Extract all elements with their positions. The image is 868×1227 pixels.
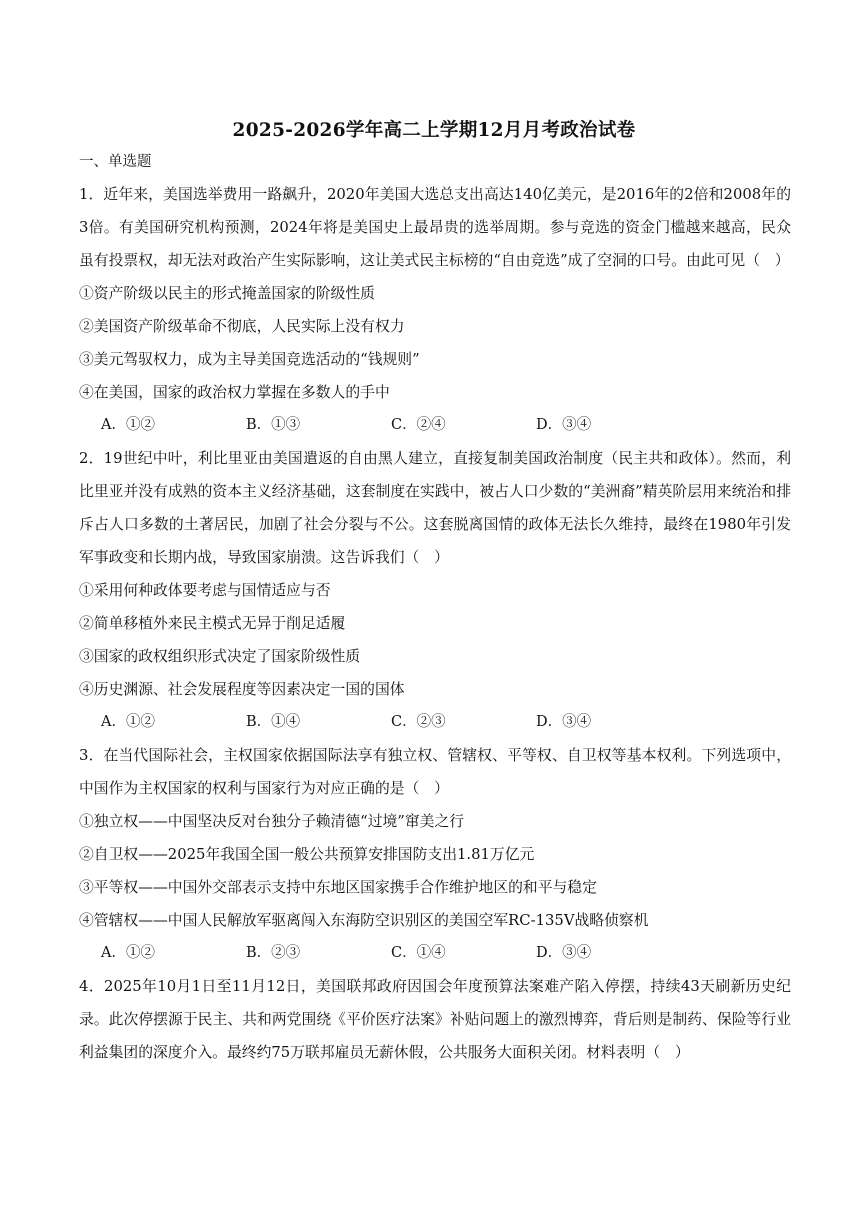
statement-option: ①资产阶级以民主的形式掩盖国家的阶级性质 bbox=[79, 285, 375, 302]
statement-option: ④管辖权——中国人民解放军驱离闯入东海防空识别区的美国空军RC-135V战略侦察机 bbox=[79, 912, 649, 929]
choice-d[interactable]: D．③④ bbox=[536, 945, 592, 961]
statement-option: ④在美国，国家的政治权力掌握在多数人的手中 bbox=[79, 384, 390, 401]
question-stem: 4．2025年10月1日至11月12日，美国联邦政府因国会年度预算法案难产陷入停摆，持续43天刷新历史纪录。此次停摆源于民主、共和两党围绕《平价医疗法案》补贴问题上的激烈博弈，背后则是制药、保险等行业利益集团的深度介入。最终约75万联邦雇员无薪休假，公共服务大面积关闭。材料表明（ ） bbox=[79, 978, 791, 1061]
section-heading: 一、单选题 bbox=[79, 154, 152, 170]
question-stem: 1．近年来，美国选举费用一路飙升，2020年美国大选总支出高达140亿美元，是2016年的2倍和2008年的3倍。有美国研究机构预测，2024年将是美国史上最昂贵的选举周期。参与竞选的资金门槛越来越高，民众虽有投票权，却无法对政治产生实际影响，这让美式民主标榜的“自由竞选”成了空洞的口号。由此可见（ ） bbox=[79, 186, 791, 269]
choice-c[interactable]: C．②③ bbox=[391, 714, 446, 730]
question-stem: 3．在当代国际社会，主权国家依据国际法享有独立权、管辖权、平等权、自卫权等基本权利。下列选项中，中国作为主权国家的权利与国家行为对应正确的是（ ） bbox=[79, 747, 791, 797]
page-title: 2025-2026学年高二上学期12月月考政治试卷 bbox=[232, 120, 636, 141]
choice-a[interactable]: A．①② bbox=[101, 714, 155, 730]
statement-option: ③美元驾驭权力，成为主导美国竞选活动的“钱规则” bbox=[79, 351, 420, 368]
answer-choices bbox=[79, 706, 791, 739]
question-1 bbox=[79, 178, 791, 442]
choice-a[interactable]: A．①② bbox=[101, 945, 155, 961]
statement-option: ①独立权——中国坚决反对台独分子赖清德“过境”窜美之行 bbox=[79, 813, 465, 830]
statement-option: ③国家的政权组织形式决定了国家阶级性质 bbox=[79, 648, 361, 665]
choice-b[interactable]: B．①④ bbox=[246, 714, 301, 730]
statement-option: ④历史渊源、社会发展程度等因素决定一国的国体 bbox=[79, 681, 405, 698]
question-stem: 2．19世纪中叶，利比里亚由美国遣返的自由黑人建立，直接复制美国政治制度（民主共和政体）。然而，利比里亚并没有成熟的资本主义经济基础，这套制度在实践中，被占人口少数的“美洲裔”精英阶层用来统治和排斥占人口多数的土著居民，加剧了社会分裂与不公。这套脱离国情的政体无法长久维持，最终在1980年引发军事政变和长期内战，导致国家崩溃。这告诉我们（ ） bbox=[79, 450, 791, 566]
statement-option: ②简单移植外来民主模式无异于削足适履 bbox=[79, 615, 346, 632]
statement-option: ②美国资产阶级革命不彻底，人民实际上没有权力 bbox=[79, 318, 405, 335]
question-2 bbox=[79, 442, 791, 739]
question-3 bbox=[79, 739, 791, 970]
statement-option: ①采用何种政体要考虑与国情适应与否 bbox=[79, 582, 331, 599]
statement-option: ③平等权——中国外交部表示支持中东地区国家携手合作维护地区的和平与稳定 bbox=[79, 879, 597, 896]
answer-choices bbox=[79, 937, 791, 970]
choice-d[interactable]: D．③④ bbox=[536, 714, 592, 730]
choice-b[interactable]: B．①③ bbox=[246, 417, 301, 433]
choice-c[interactable]: C．②④ bbox=[391, 417, 446, 433]
question-4 bbox=[79, 970, 791, 1069]
answer-choices bbox=[79, 409, 791, 442]
statement-option: ②自卫权——2025年我国全国一般公共预算安排国防支出1.81万亿元 bbox=[79, 846, 535, 863]
choice-b[interactable]: B．②③ bbox=[246, 945, 301, 961]
choice-c[interactable]: C．①④ bbox=[391, 945, 446, 961]
exam-content bbox=[79, 152, 791, 1069]
choice-d[interactable]: D．③④ bbox=[536, 417, 592, 433]
choice-a[interactable]: A．①② bbox=[101, 417, 155, 433]
